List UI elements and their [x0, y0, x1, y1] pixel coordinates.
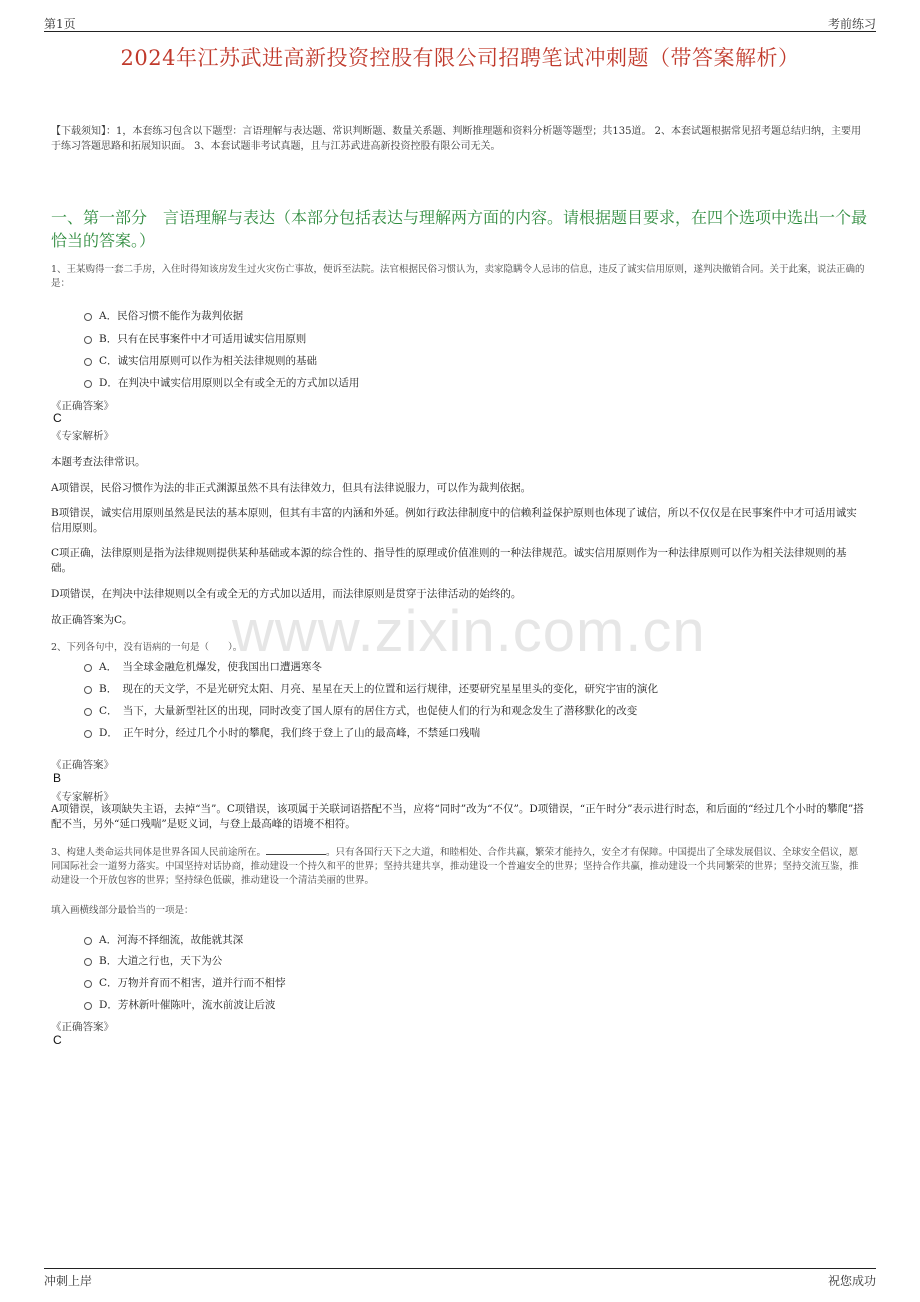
radio-icon[interactable] [84, 980, 92, 988]
question-1-text: 1、王某购得一套二手房，入住时得知该房发生过火灾伤亡事故，便诉至法院。法官根据民俗习惯认为，卖家隐瞒令人忌讳的信息，违反了诚实信用原则，遂判决撤销合同。关于此案，说法正确的是： [51, 264, 865, 289]
radio-icon[interactable] [84, 358, 92, 366]
footer-left: 冲刺上岸 [44, 1274, 93, 1288]
radio-icon[interactable] [84, 730, 92, 738]
q1-analysis-conclusion: 故正确答案为C。 [51, 614, 133, 626]
q1-answer: C [53, 411, 62, 425]
watermark: www.zixin.com.cn [232, 599, 706, 664]
option-label: B．只有在民事案件中才可适用诚实信用原则 [99, 333, 307, 345]
q1-option-a[interactable] [84, 308, 243, 323]
option-label: C．诚实信用原则可以作为相关法律规则的基础 [99, 355, 318, 367]
q3-text-before: 3、构建人类命运共同体是世界各国人民前途所在。 [51, 847, 267, 858]
q2-analysis-label: 《专家解析》 [51, 791, 114, 803]
q3-text-after: 。只有各国行天下之大道，和睦相处、合作共赢，繁荣才能持久，安全才有保障。中国提出了全球发展倡议、全球安全倡议，愿同国际社会一道努力落实。中国坚持对话协商，推动建设一个持久和平的世界；坚持共建共享，推动建设一个普遍安全的世界；坚持合作共赢，推动建设一个共同繁荣的世界；坚持交流互鉴，推动建设一个开放包容的世界；坚持绿色低碳，推动建设一个清洁美丽的世界。 [51, 847, 859, 886]
footer-rule [44, 1268, 876, 1269]
q1-analysis-c: C项正确，法律原则是指为法律规则提供某种基础或本源的综合性的、指导性的原理或价值准则的一种法律规范。诚实信用原则作为一种法律原则可以作为相关法律规则的基础。 [51, 547, 847, 574]
radio-icon[interactable] [84, 937, 92, 945]
option-label: C．万物并育而不相害，道并行而不相悖 [99, 977, 286, 989]
q2-option-b[interactable] [84, 681, 658, 696]
q2-analysis: A项错误，该项缺失主语，去掉“当”。C项错误，该项属于关联词语搭配不当，应将“同时”改为“不仅”。D项错误，“正午时分”表示进行时态，和后面的“经过几个小时的攀爬”搭配不当，另外“延口残喘”是贬义词，与登上最高峰的语境不相符。 [51, 803, 864, 830]
option-label: D．在判决中诚实信用原则以全有或全无的方式加以适用 [99, 377, 360, 389]
q2-answer: B [53, 771, 62, 785]
q1-option-c[interactable] [84, 353, 317, 368]
q1-analysis-intro: 本题考查法律常识。 [51, 456, 146, 468]
q1-analysis-d: D项错误，在判决中法律规则以全有或全无的方式加以适用，而法律原则是贯穿于法律活动的始终的。 [51, 588, 522, 600]
question-3-text [51, 845, 866, 888]
option-label: A． 当全球金融危机爆发，使我国出口遭遇寒冬 [99, 661, 322, 673]
radio-icon[interactable] [84, 313, 92, 321]
q3-answer-label: 《正确答案》 [51, 1021, 114, 1033]
q2-answer-label: 《正确答案》 [51, 759, 114, 771]
q1-analysis-label: 《专家解析》 [51, 430, 114, 442]
header-rule [44, 31, 876, 32]
q1-answer-label: 《正确答案》 [51, 400, 114, 412]
radio-icon[interactable] [84, 958, 92, 966]
download-notice: 【下载须知】：1，本套练习包含以下题型：言语理解与表达题、常识判断题、数量关系题、判断推理题和资料分析题等题型；共135道。 2、本套试题根据常见招考题总结归纳，主要用于练习答题思路和拓展知识面。 3、本套试题非考试真题，且与江苏武进高新投资控股有限公司无关。 [51, 126, 861, 152]
page-title: 2024年江苏武进高新投资控股有限公司招聘笔试冲刺题（带答案解析） [120, 46, 800, 70]
option-label: B．大道之行也，天下为公 [99, 955, 223, 967]
option-label: D． 正午时分，经过几个小时的攀爬，我们终于登上了山的最高峰，不禁延口残喘 [99, 727, 481, 739]
q3-option-c[interactable] [84, 975, 286, 990]
fill-blank [266, 845, 326, 855]
q3-answer: C [53, 1033, 62, 1047]
page-number: 第1页 [44, 17, 76, 31]
radio-icon[interactable] [84, 336, 92, 344]
footer-right: 祝您成功 [827, 1274, 876, 1288]
q2-option-a[interactable] [84, 659, 322, 674]
q2-option-d[interactable] [84, 725, 480, 740]
q3-option-a[interactable] [84, 932, 243, 947]
question-2-text: 2、下列各句中，没有语病的一句是（ ）。 [51, 642, 243, 653]
header-label: 考前练习 [827, 17, 876, 31]
radio-icon[interactable] [84, 664, 92, 672]
option-label: A．民俗习惯不能作为裁判依据 [99, 310, 244, 322]
q2-option-c[interactable] [84, 703, 637, 718]
radio-icon[interactable] [84, 380, 92, 388]
radio-icon[interactable] [84, 1002, 92, 1010]
radio-icon[interactable] [84, 686, 92, 694]
q1-analysis-b: B项错误，诚实信用原则虽然是民法的基本原则，但其有丰富的内涵和外延。例如行政法律制度中的信赖利益保护原则也体现了诚信，所以不仅仅是在民事案件中才可适用诚实信用原则。 [51, 507, 857, 534]
q1-option-d[interactable] [84, 375, 359, 390]
option-label: D．芳林新叶催陈叶，流水前波让后波 [99, 999, 276, 1011]
q3-option-d[interactable] [84, 997, 275, 1012]
option-label: A．河海不择细流，故能就其深 [99, 934, 244, 946]
option-label: C． 当下，大量新型社区的出现，同时改变了国人原有的居住方式，也促使人们的行为和观念发生了潜移默化的改变 [99, 705, 638, 717]
radio-icon[interactable] [84, 708, 92, 716]
q1-analysis-a: A项错误，民俗习惯作为法的非正式渊源虽然不具有法律效力，但具有法律说服力，可以作为裁判依据。 [51, 482, 532, 494]
q1-option-b[interactable] [84, 331, 306, 346]
q3-prompt: 填入画横线部分最恰当的一项是： [51, 905, 194, 916]
q3-option-b[interactable] [84, 953, 222, 968]
section-heading: 一、第一部分 言语理解与表达（本部分包括表达与理解两方面的内容。请根据题目要求，在四个选项中选出一个最恰当的答案。） [51, 208, 868, 250]
option-label: B． 现在的天文学，不是光研究太阳、月亮、星星在天上的位置和运行规律，还要研究星星里头的变化，研究宇宙的演化 [99, 683, 658, 695]
